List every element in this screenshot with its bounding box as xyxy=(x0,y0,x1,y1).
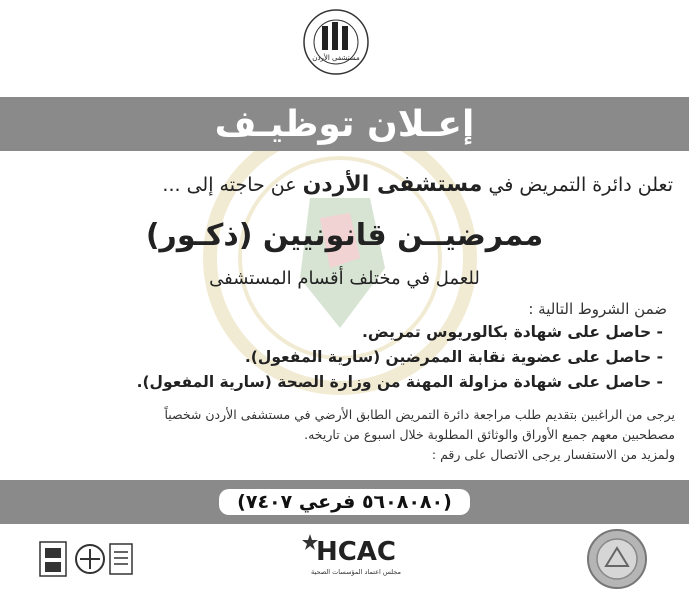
seal-logo xyxy=(586,528,648,590)
svg-text:مجلس اعتماد المؤسسات الصحية: مجلس اعتماد المؤسسات الصحية xyxy=(311,568,401,576)
intro-hospital: مستشفى الأردن xyxy=(302,172,483,197)
job-headline: ممرضيــن قانونيين (ذكـور) xyxy=(145,218,544,253)
accreditation-logos-left xyxy=(38,538,134,582)
conditions-title: ضمن الشروط التالية : xyxy=(528,300,667,318)
page-title: إعـلان توظيـف xyxy=(214,103,475,145)
svg-text:HCAC: HCAC xyxy=(315,537,397,567)
instructions-line: ولمزيد من الاستفسار يرجى الاتصال على رقم : xyxy=(431,447,675,462)
svg-text:مستشفى الأردن: مستشفى الأردن xyxy=(312,54,360,62)
instructions-paragraph xyxy=(14,405,675,465)
title-banner xyxy=(0,97,689,151)
intro-prefix: تعلن دائرة التمريض في xyxy=(488,174,673,196)
intro-suffix: عن حاجته إلى ... xyxy=(162,174,297,196)
condition-item: - حاصل على عضوية نقابة الممرضين (سارية المفعول). xyxy=(244,348,663,366)
condition-item: - حاصل على شهادة مزاولة المهنة من وزارة الصحة (سارية المفعول). xyxy=(136,373,663,391)
conditions-list xyxy=(16,320,663,395)
instructions-line: مصطحبين معهم جميع الأوراق والوثائق المطلوبة خلال اسبوع من تاريخه. xyxy=(304,427,675,442)
work-line: للعمل في مختلف أقسام المستشفى xyxy=(209,268,480,289)
condition-item: - حاصل على شهادة بكالوريوس تمريض. xyxy=(362,323,663,341)
intro-line xyxy=(16,172,673,197)
contact-phone: (٥٦٠٨٠٨٠ فرعي ٧٤٠٧) xyxy=(219,489,470,515)
instructions-line: يرجى من الراغبين بتقديم طلب مراجعة دائرة التمريض الطابق الأرضي في مستشفى الأردن شخصياً xyxy=(164,407,675,422)
hospital-logo xyxy=(288,4,384,84)
contact-banner xyxy=(0,480,689,524)
hcac-logo xyxy=(296,530,416,584)
